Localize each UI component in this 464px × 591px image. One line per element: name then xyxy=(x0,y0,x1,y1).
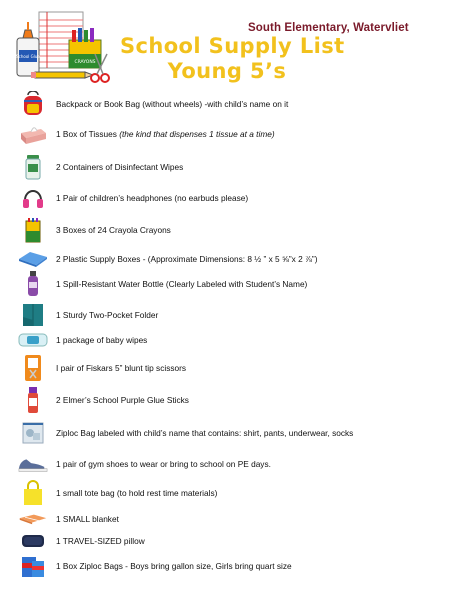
list-item xyxy=(18,154,448,180)
water-bottle-icon xyxy=(18,271,48,297)
item-text xyxy=(56,129,275,139)
item-text: 1 Box Ziploc Bags - Boys bring gallon size, Girls bring quart size xyxy=(56,561,292,571)
item-text-note: (the kind that dispenses 1 tissue at a time) xyxy=(119,129,275,139)
item-text: 1 Sturdy Two-Pocket Folder xyxy=(56,310,159,320)
item-text: Ziploc Bag labeled with child’s name that contains: shirt, pants, underwear, socks xyxy=(56,428,354,438)
crayons-label: CRAYONS xyxy=(74,60,96,65)
item-text-main: 1 Box of Tissues xyxy=(56,129,120,139)
list-item xyxy=(18,271,448,297)
list-item xyxy=(18,91,448,117)
school-name: South Elementary, Watervliet xyxy=(248,22,409,34)
scissors-icon xyxy=(18,355,48,381)
item-text: Backpack or Book Bag (without wheels) -with child’s name on it xyxy=(56,99,289,109)
folder-icon xyxy=(18,302,48,328)
supply-box-icon xyxy=(18,246,48,272)
ziploc-box-icon xyxy=(18,553,48,579)
headphones-icon xyxy=(18,185,48,211)
backpack-icon xyxy=(18,91,48,117)
item-text: 1 package of baby wipes xyxy=(56,335,148,345)
crayons-box-icon xyxy=(18,217,48,243)
list-item xyxy=(18,246,448,272)
item-text: 2 Elmer’s School Purple Glue Sticks xyxy=(56,395,189,405)
list-item xyxy=(18,185,448,211)
wipes-container-icon xyxy=(18,154,48,180)
item-text: 1 pair of gym shoes to wear or bring to school on PE days. xyxy=(56,459,271,469)
school-supplies-clipart xyxy=(15,8,111,86)
page-title xyxy=(120,34,345,84)
item-text: 2 Plastic Supply Boxes - (Approximate Dimensions: 8 ½ ” x 5 ⅝”x 2 ⅞”) xyxy=(56,254,318,264)
list-item xyxy=(18,451,448,477)
item-text: 1 Pair of children’s headphones (no earbuds please) xyxy=(56,193,249,203)
list-item xyxy=(18,327,448,353)
item-text: 1 small tote bag (to hold rest time materials) xyxy=(56,488,218,498)
list-item xyxy=(18,387,448,413)
tissue-box-icon xyxy=(18,121,48,147)
glue-stick-icon xyxy=(18,387,48,413)
baby-wipes-icon xyxy=(18,327,48,353)
list-item xyxy=(18,302,448,328)
list-item xyxy=(18,121,448,147)
item-text: 2 Containers of Disinfectant Wipes xyxy=(56,162,184,172)
pillow-icon xyxy=(18,528,48,554)
gym-shoes-icon xyxy=(18,451,48,477)
ziploc-clothes-icon xyxy=(18,420,48,446)
list-item xyxy=(18,553,448,579)
title-line-2: Young 5’s xyxy=(167,59,287,83)
list-item xyxy=(18,528,448,554)
title-line-1: School Supply List xyxy=(120,34,345,58)
item-text: 3 Boxes of 24 Crayola Crayons xyxy=(56,225,171,235)
list-item xyxy=(18,420,448,446)
item-text: 1 SMALL blanket xyxy=(56,514,119,524)
list-item xyxy=(18,355,448,381)
list-item xyxy=(18,217,448,243)
item-text: 1 Spill-Resistant Water Bottle (Clearly Labeled with Student’s Name) xyxy=(56,279,308,289)
item-text: I pair of Fiskars 5” blunt tip scissors xyxy=(56,363,187,373)
item-text: 1 TRAVEL-SIZED pillow xyxy=(56,536,145,546)
glue-label: School Glue xyxy=(16,54,40,59)
list-item xyxy=(18,480,448,506)
tote-bag-icon xyxy=(18,480,48,506)
